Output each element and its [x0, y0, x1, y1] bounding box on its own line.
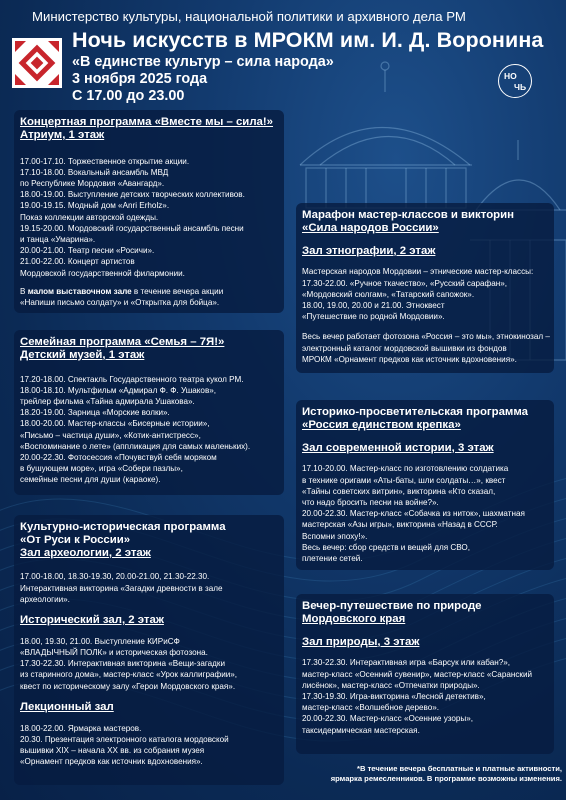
schedule-line: 17.30-22.30. Интерактивная игра «Барсук или кабан?»,: [302, 658, 511, 668]
schedule-list: [20, 571, 278, 605]
schedule-line: «Письмо – частица души», «Котик-антистресс»,: [20, 430, 201, 440]
schedule-list: [302, 463, 548, 564]
schedule-line: трейлер фильма «Тайна адмирала Ушакова».: [20, 397, 195, 406]
hall-title: Зал современной истории, 3 этаж: [302, 441, 494, 454]
schedule-line: Мордовской государственной филармонии.: [20, 268, 185, 278]
schedule-line: 17.10-18.00. Вокальный ансамбль МВД: [20, 167, 169, 177]
page-header: [0, 0, 566, 110]
event-slogan: «В единстве культур – сила народа»: [72, 54, 334, 70]
schedule-line: 17.30-19.30. Игра-викторина «Лесной детектив»,: [302, 692, 486, 701]
schedule-line: «Воспоминание о лете» (аппликация для самых маленьких).: [20, 441, 251, 451]
section-title: Вечер-путешествие по природе: [302, 600, 482, 612]
hall-title: Атриум, 1 этаж: [20, 128, 105, 141]
section-title: Марафон мастер-классов и викторин: [302, 209, 514, 221]
note-bold: малом выставочном зале: [27, 286, 132, 296]
schedule-line: «ВЛАДЫЧНЫЙ ПОЛК» и историческая фотозона.: [20, 648, 208, 657]
schedule-line: мастер-класс «Волшебное дерево».: [302, 703, 440, 713]
schedule-line: 18.00-20.00. Мастер-классы «Бисерные истории»,: [20, 419, 210, 429]
schedule-line: «Орнамент предков как источник вдохновения».: [20, 757, 203, 767]
schedule-line: «Путешествие по родной Мордовии».: [302, 312, 445, 322]
schedule-line: 18.20-19.00. Зарница «Морские волки».: [20, 408, 170, 418]
event-time: С 17.00 до 23.00: [72, 88, 185, 104]
schedule-list: [20, 636, 278, 692]
schedule-line: 20.00-22.30. Фотосессия «Почувствуй себя моряком: [20, 453, 217, 463]
museum-logo-icon: [12, 38, 62, 88]
schedule-line: 17.20-18.00. Спектакль Государственного театра кукол РМ.: [20, 374, 244, 384]
note-rest: в течение вечера акции: [131, 286, 224, 296]
section-title: Концертная программа «Вместе мы – сила!»: [20, 116, 274, 128]
schedule-line: и танца «Умарина».: [20, 235, 96, 245]
schedule-line: 20.00-22.30. Мастер-класс «Осенние узоры»,: [302, 714, 474, 724]
schedule-line: 20.30. Презентация электронного каталога мордовской: [20, 734, 229, 744]
schedule-list: [20, 374, 278, 486]
footnote: [302, 764, 562, 784]
schedule-line: 18.00, 19.30, 21.00. Выступление КИРиСФ: [20, 636, 180, 646]
schedule-line: 18.00, 19.00, 20.00 и 21.00. Этноквест: [302, 301, 445, 310]
schedule-line: Весь вечер работает фотозона «Россия – это мы», этнокинозал –: [302, 332, 550, 342]
footnote-line: *В течение вечера бесплатные и платные активности,: [357, 764, 562, 773]
schedule-line: МРОКМ «Орнамент предков как источник вдохновения».: [302, 354, 517, 364]
section-subtitle: «Россия единством крепка»: [302, 418, 461, 431]
patriotic-program-card: [296, 400, 554, 570]
section-title: Культурно-историческая программа: [20, 521, 226, 533]
schedule-line: археологии».: [20, 594, 70, 604]
schedule-line: 17.00-17.10. Торжественное открытие акции.: [20, 156, 190, 166]
concert-note: [20, 286, 278, 308]
schedule-line: Мастерская народов Мордовии – этнические мастер-классы:: [302, 267, 534, 277]
badge-text-bottom: ЧЬ: [514, 82, 527, 92]
schedule-line: лисёнок», мастер-класс «Отпечатки природы».: [302, 680, 480, 690]
night-badge-icon: [498, 64, 532, 98]
schedule-line: по Республике Мордовия «Авангард».: [20, 179, 165, 188]
schedule-list: [302, 657, 548, 735]
concert-program-card: [14, 110, 284, 313]
schedule-line: 19.00-19.15. Модный дом «Anri Erholz».: [20, 201, 170, 211]
hall-title: Исторический зал, 2 этаж: [20, 614, 164, 626]
ministry-name: Министерство культуры, национальной политики и архивного дела РМ: [32, 9, 466, 24]
schedule-line: таксидермическая мастерская.: [302, 725, 420, 735]
footnote-line: ярмарка ремесленников. В программе возможны изменения.: [330, 774, 562, 783]
schedule-line: 17.00-18.00, 18.30-19.30, 20.00-21.00, 21.30-22.30.: [20, 572, 210, 582]
note-prefix: В: [20, 286, 28, 296]
schedule-line: Вспомни эпоху!».: [302, 531, 368, 541]
schedule-line: 20.00-22.30. Мастер-класс «Собачка из ниток», шахматная: [302, 509, 525, 519]
schedule-line: вышивки XIX – начала XX вв. из собрания музея: [20, 746, 205, 756]
hall-title: Зал этнографии, 2 этаж: [302, 244, 436, 257]
event-date: 3 ноября 2025 года: [72, 71, 208, 87]
schedule-line: плетение сетей.: [302, 554, 363, 564]
schedule-line: мастерская «Азы игры», викторина «Назад в СССР.: [302, 520, 498, 530]
schedule-line: 21.00-22.00. Концерт артистов: [20, 257, 135, 267]
schedule-list: [302, 331, 548, 365]
schedule-list: [20, 156, 278, 279]
family-program-card: [14, 330, 284, 495]
schedule-line: 17.30-22.00. «Ручное ткачество», «Русский сарафан»,: [302, 278, 508, 288]
schedule-line: «Мордовский сюлгам», «Татарский сапожок».: [302, 289, 475, 299]
history-program-card: [14, 515, 284, 785]
hall-title: Зал археологии, 2 этаж: [20, 546, 151, 559]
schedule-line: 17.30-22.30. Интерактивная викторина «Вещи-загадки: [20, 659, 226, 669]
schedule-line: из старинного дома», мастер-класс «Урок каллиграфии»,: [20, 670, 238, 680]
section-title: Семейная программа «Семья – 7Я!»: [20, 336, 225, 348]
schedule-line: в бушующем море», игра «Собери пазлы»,: [20, 464, 183, 474]
hall-title: Детский музей, 1 этаж: [20, 348, 145, 361]
hall-title: Лекционный зал: [20, 700, 114, 713]
schedule-line: в технике оригами «Аты-баты, шли солдаты…», квест: [302, 475, 506, 485]
schedule-line: 18.00-19.00. Выступление детских творческих коллективов.: [20, 190, 245, 200]
page-title: Ночь искусств в МРОКМ им. И. Д. Воронина: [72, 28, 544, 52]
hall-title: Зал природы, 3 этаж: [302, 635, 420, 648]
schedule-line: семейные песни для души (караоке).: [20, 475, 161, 485]
schedule-line: 18.00-18.10. Мультфильм «Адмирал Ф. Ф. Ушаков»,: [20, 385, 217, 395]
schedule-line: 19.15-20.00. Мордовский государственный ансамбль песни: [20, 223, 244, 233]
note-line: «Напиши письмо солдату» и «Открытка для бойца».: [20, 298, 220, 308]
schedule-line: Интерактивная викторина «Загадки древности в зале: [20, 583, 223, 593]
section-title: Историко-просветительская программа: [302, 406, 528, 418]
schedule-line: что надо бросить песни на войне?».: [302, 498, 439, 507]
schedule-line: Весь вечер: сбор средств и вещей для СВО,: [302, 542, 470, 552]
schedule-line: Показ коллекции авторской одежды.: [20, 212, 159, 222]
schedule-line: квест по историческому залу «Герои Мордовского края».: [20, 681, 236, 691]
nature-program-card: [296, 594, 554, 754]
schedule-line: 18.00-22.00. Ярмарка мастеров.: [20, 723, 142, 733]
schedule-list: [302, 266, 548, 322]
schedule-line: 17.10-20.00. Мастер-класс по изготовлению солдатика: [302, 464, 509, 474]
section-subtitle: «Сила народов России»: [302, 221, 439, 234]
badge-text-top: НО: [504, 71, 517, 81]
schedule-line: электронный каталог мордовской вышивки из фондов: [302, 343, 507, 353]
schedule-list: [20, 723, 278, 768]
schedule-line: мастер-класс «Осенний сувенир», мастер-класс «Саранский: [302, 669, 533, 679]
section-subtitle: Мордовского края: [302, 612, 406, 625]
section-subtitle: «От Руси к России»: [20, 533, 131, 546]
marathon-program-card: [296, 203, 554, 373]
schedule-line: 20.00-21.00. Театр песни «Росичи».: [20, 246, 155, 256]
schedule-line: «Тайны советских витрин», викторина «Кто сказал,: [302, 486, 496, 496]
